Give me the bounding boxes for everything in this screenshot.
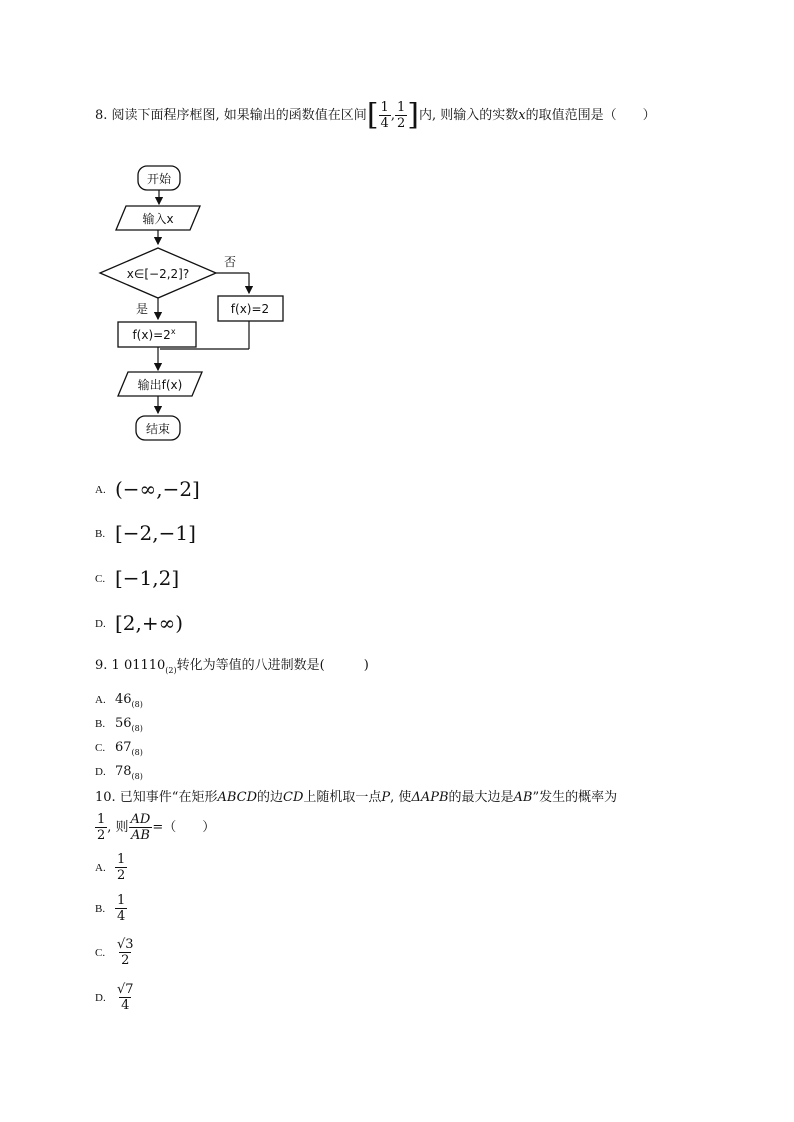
q8-option-b[interactable]: B. [−2,−1] <box>95 521 196 545</box>
q9-option-b[interactable]: B. $56_{(8)}$ <box>95 716 143 733</box>
q10-option-a[interactable]: A. $\frac{1}{2}$ <box>95 852 126 883</box>
flow-decision-label: x∈[−2,2]? <box>126 267 190 281</box>
question-8-stem: 8. 阅读下面程序框图, 如果输出的函数值在区间[ $\frac{1}{4}$ , $\frac{1}{2}$ ]内, 则输入的实数x的取值范围是（ ） <box>95 97 656 133</box>
q8-option-d[interactable]: D. [2,+∞) <box>95 611 184 635</box>
q10-option-c[interactable]: C. $\frac{√3}{2}$ <box>95 937 134 968</box>
flow-start-label: 开始 <box>146 172 172 186</box>
flow-no-label: 否 <box>224 255 237 269</box>
bracket-right: ] <box>407 97 419 133</box>
fraction-one-half: $\frac{1}{2}$ <box>396 100 406 131</box>
question-9-stem: 9. 1 $01110_{(2)}$转化为等值的八进制数是( ) <box>95 658 369 675</box>
fraction-one-quarter: $\frac{1}{4}$ <box>380 100 389 131</box>
flow-output-label: 输出f(x) <box>137 378 183 392</box>
bracket-left: [ <box>366 97 379 133</box>
fraction-probability: $\frac{1}{2}$ <box>97 812 106 843</box>
question-10-stem-line1: 10. 已知事件“在矩形ABCD的边CD上随机取一点P, 使ΔAPB的最大边是AB”发生的概率为 <box>95 790 618 805</box>
q8-option-a[interactable]: A. (−∞,−2] <box>95 477 200 501</box>
question-10-stem-line2: $\frac{1}{2}$ , 则 $\frac{AD}{AB}$ =（ ） <box>97 812 216 843</box>
q10-option-b[interactable]: B. $\frac{1}{4}$ <box>95 893 126 924</box>
q8-option-c[interactable]: C. [−1,2] <box>95 566 180 590</box>
q10-option-d[interactable]: D. $\frac{√7}{4}$ <box>95 982 134 1013</box>
q9-option-c[interactable]: C. $67_{(8)}$ <box>95 740 143 757</box>
program-flowchart <box>90 160 310 450</box>
flow-input-label: 输入x <box>142 212 174 226</box>
flow-yes-box-label: $f(x)=2^x$ <box>132 327 176 342</box>
q9-option-a[interactable]: A. $46_{(8)}$ <box>95 692 143 709</box>
flow-yes-label: 是 <box>136 302 149 316</box>
fraction-ad-ab: $\frac{AD}{AB}$ <box>130 812 151 843</box>
q9-option-d[interactable]: D. $78_{(8)}$ <box>95 764 143 781</box>
q8-prefix: 8. 阅读下面程序框图, 如果输出的函数值在区间 <box>95 108 367 123</box>
flow-no-box-label: f(x)=2 <box>230 302 270 316</box>
flow-end-label: 结束 <box>145 422 171 436</box>
